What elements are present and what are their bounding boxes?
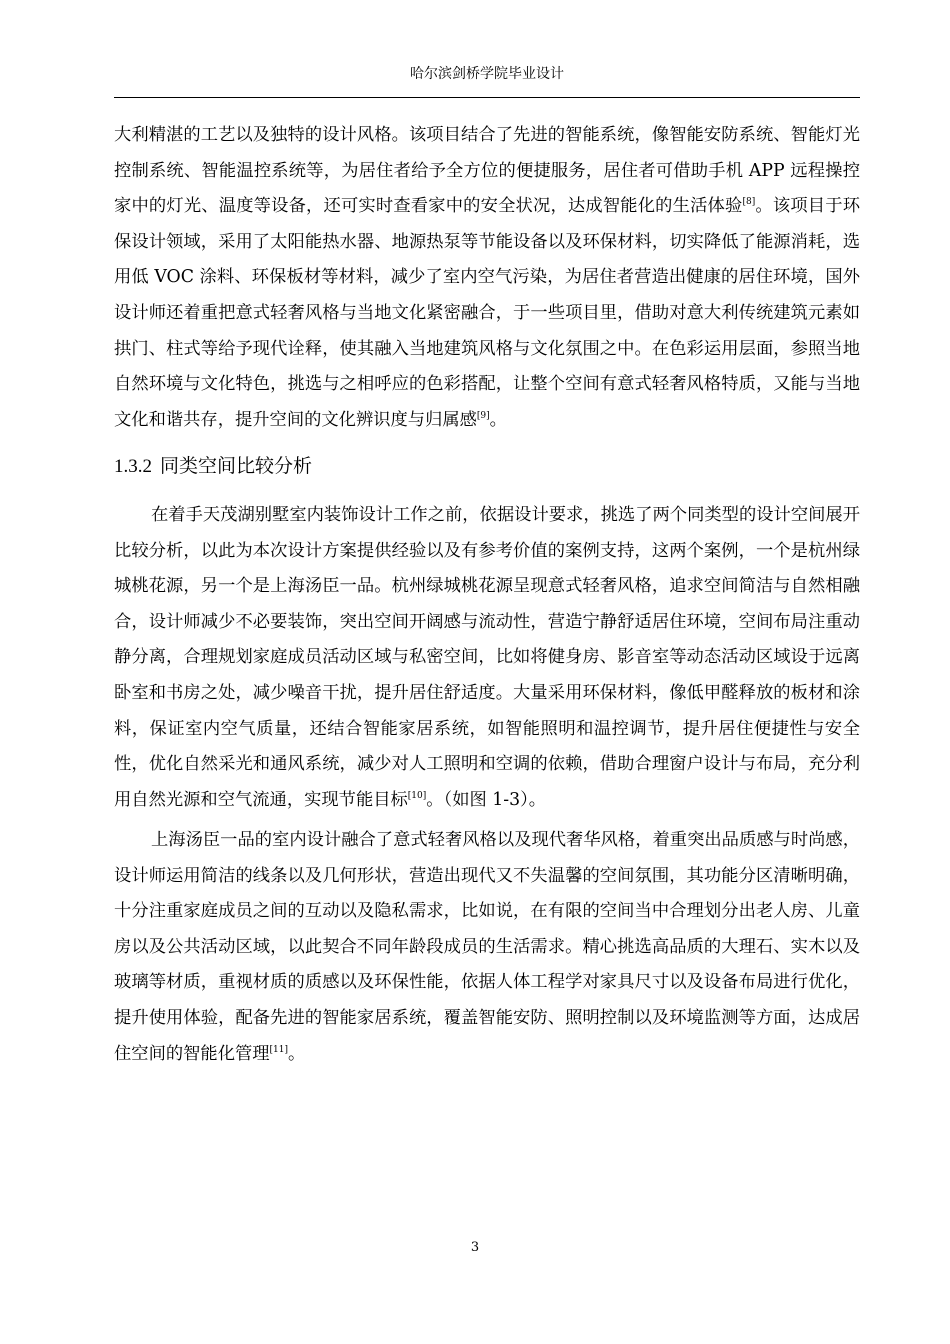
- paragraph-text: 在着手天茂湖别墅室内装饰设计工作之前，依据设计要求，挑选了两个同类型的设计空间展开比较分析，以此为本次设计方案提供经验以及有参考价值的案例支持，这两个案例，一个是杭州绿城桃花源，另一个是上海汤臣一品。杭州绿城桃花源呈现意式轻奢风格，追求空间简洁与自然相融合，设计师减少不必要装饰，突出空间开阔感与流动性，营造宁静舒适居住环境，空间布局注重动静分离，合理规划家庭成员活动区域与私密空间，比如将健身房、影音室等动态活动区域设于远离卧室和书房之处，减少噪音干扰，提升居住舒适度。大量采用环保材料，像低甲醛释放的板材和涂料，保证室内空气质量，还结合智能家居系统，如智能照明和温控调节，提升居住便捷性与安全性，优化自然采光和通风系统，减少对人工照明和空调的依赖，借助合理窗户设计与布局，充分利用自然光源和空气流通，实现节能目标: [114, 505, 860, 810]
- section-heading: [114, 452, 312, 481]
- page-number: 3: [470, 1240, 480, 1255]
- body-paragraph-2: [114, 498, 860, 818]
- section-number: 1.3.2: [114, 456, 152, 477]
- paragraph-text: 上海汤臣一品的室内设计融合了意式轻奢风格以及现代奢华风格，着重突出品质感与时尚感，设计师运用简洁的线条以及几何形状，营造出现代又不失温馨的空间氛围，其功能分区清晰明确，十分注重家庭成员之间的互动以及隐私需求，比如说，在有限的空间当中合理划分出老人房、儿童房以及公共活动区域，以此契合不同年龄段成员的生活需求。精心挑选高品质的大理石、实木以及玻璃等材质，重视材质的质感以及环保性能，依据人体工程学对家具尺寸以及设备布局进行优化，提升使用体验，配备先进的智能家居系统，覆盖智能安防、照明控制以及环境监测等方面，达成居住空间的智能化管理: [114, 830, 860, 1064]
- citation-10[interactable]: [10]: [407, 790, 427, 801]
- body-paragraph-1: [114, 118, 860, 438]
- running-header: 哈尔滨剑桥学院毕业设计: [410, 66, 564, 82]
- paragraph-text: 。: [288, 1043, 306, 1064]
- body-paragraph-3: [114, 823, 860, 1072]
- header-divider: [114, 97, 860, 98]
- citation-11[interactable]: [11]: [269, 1044, 289, 1055]
- citation-8[interactable]: [8]: [742, 197, 756, 208]
- paragraph-text: 。: [489, 409, 507, 430]
- citation-9[interactable]: [9]: [476, 410, 490, 421]
- paragraph-text: 。（如图 1-3）。: [426, 789, 547, 810]
- paragraph-text: 大利精湛的工艺以及独特的设计风格。该项目结合了先进的智能系统，像智能安防系统、智能灯光控制系统、智能温控系统等，为居住者给予全方位的便捷服务，居住者可借助手机 APP 远程操控家中的灯光、温度等设备，还可实时查看家中的安全状况，达成智能化的生活体验: [114, 125, 860, 217]
- section-title: 同类空间比较分析: [160, 455, 313, 477]
- paragraph-text: 。该项目于环保设计领域，采用了太阳能热水器、地源热泵等节能设备以及环保材料，切实降低了能源消耗，选用低 VOC 涂料、环保板材等材料，减少了室内空气污染，为居住者营造出健康的居住环境，国外设计师还着重把意式轻奢风格与当地文化紧密融合，于一些项目里，借助对意大利传统建筑元素如拱门、柱式等给予现代诠释，使其融入当地建筑风格与文化氛围之中。在色彩运用层面，参照当地自然环境与文化特色，挑选与之相呼应的色彩搭配，让整个空间有意式轻奢风格特质，又能与当地文化和谐共存，提升空间的文化辨识度与归属感: [114, 196, 860, 430]
